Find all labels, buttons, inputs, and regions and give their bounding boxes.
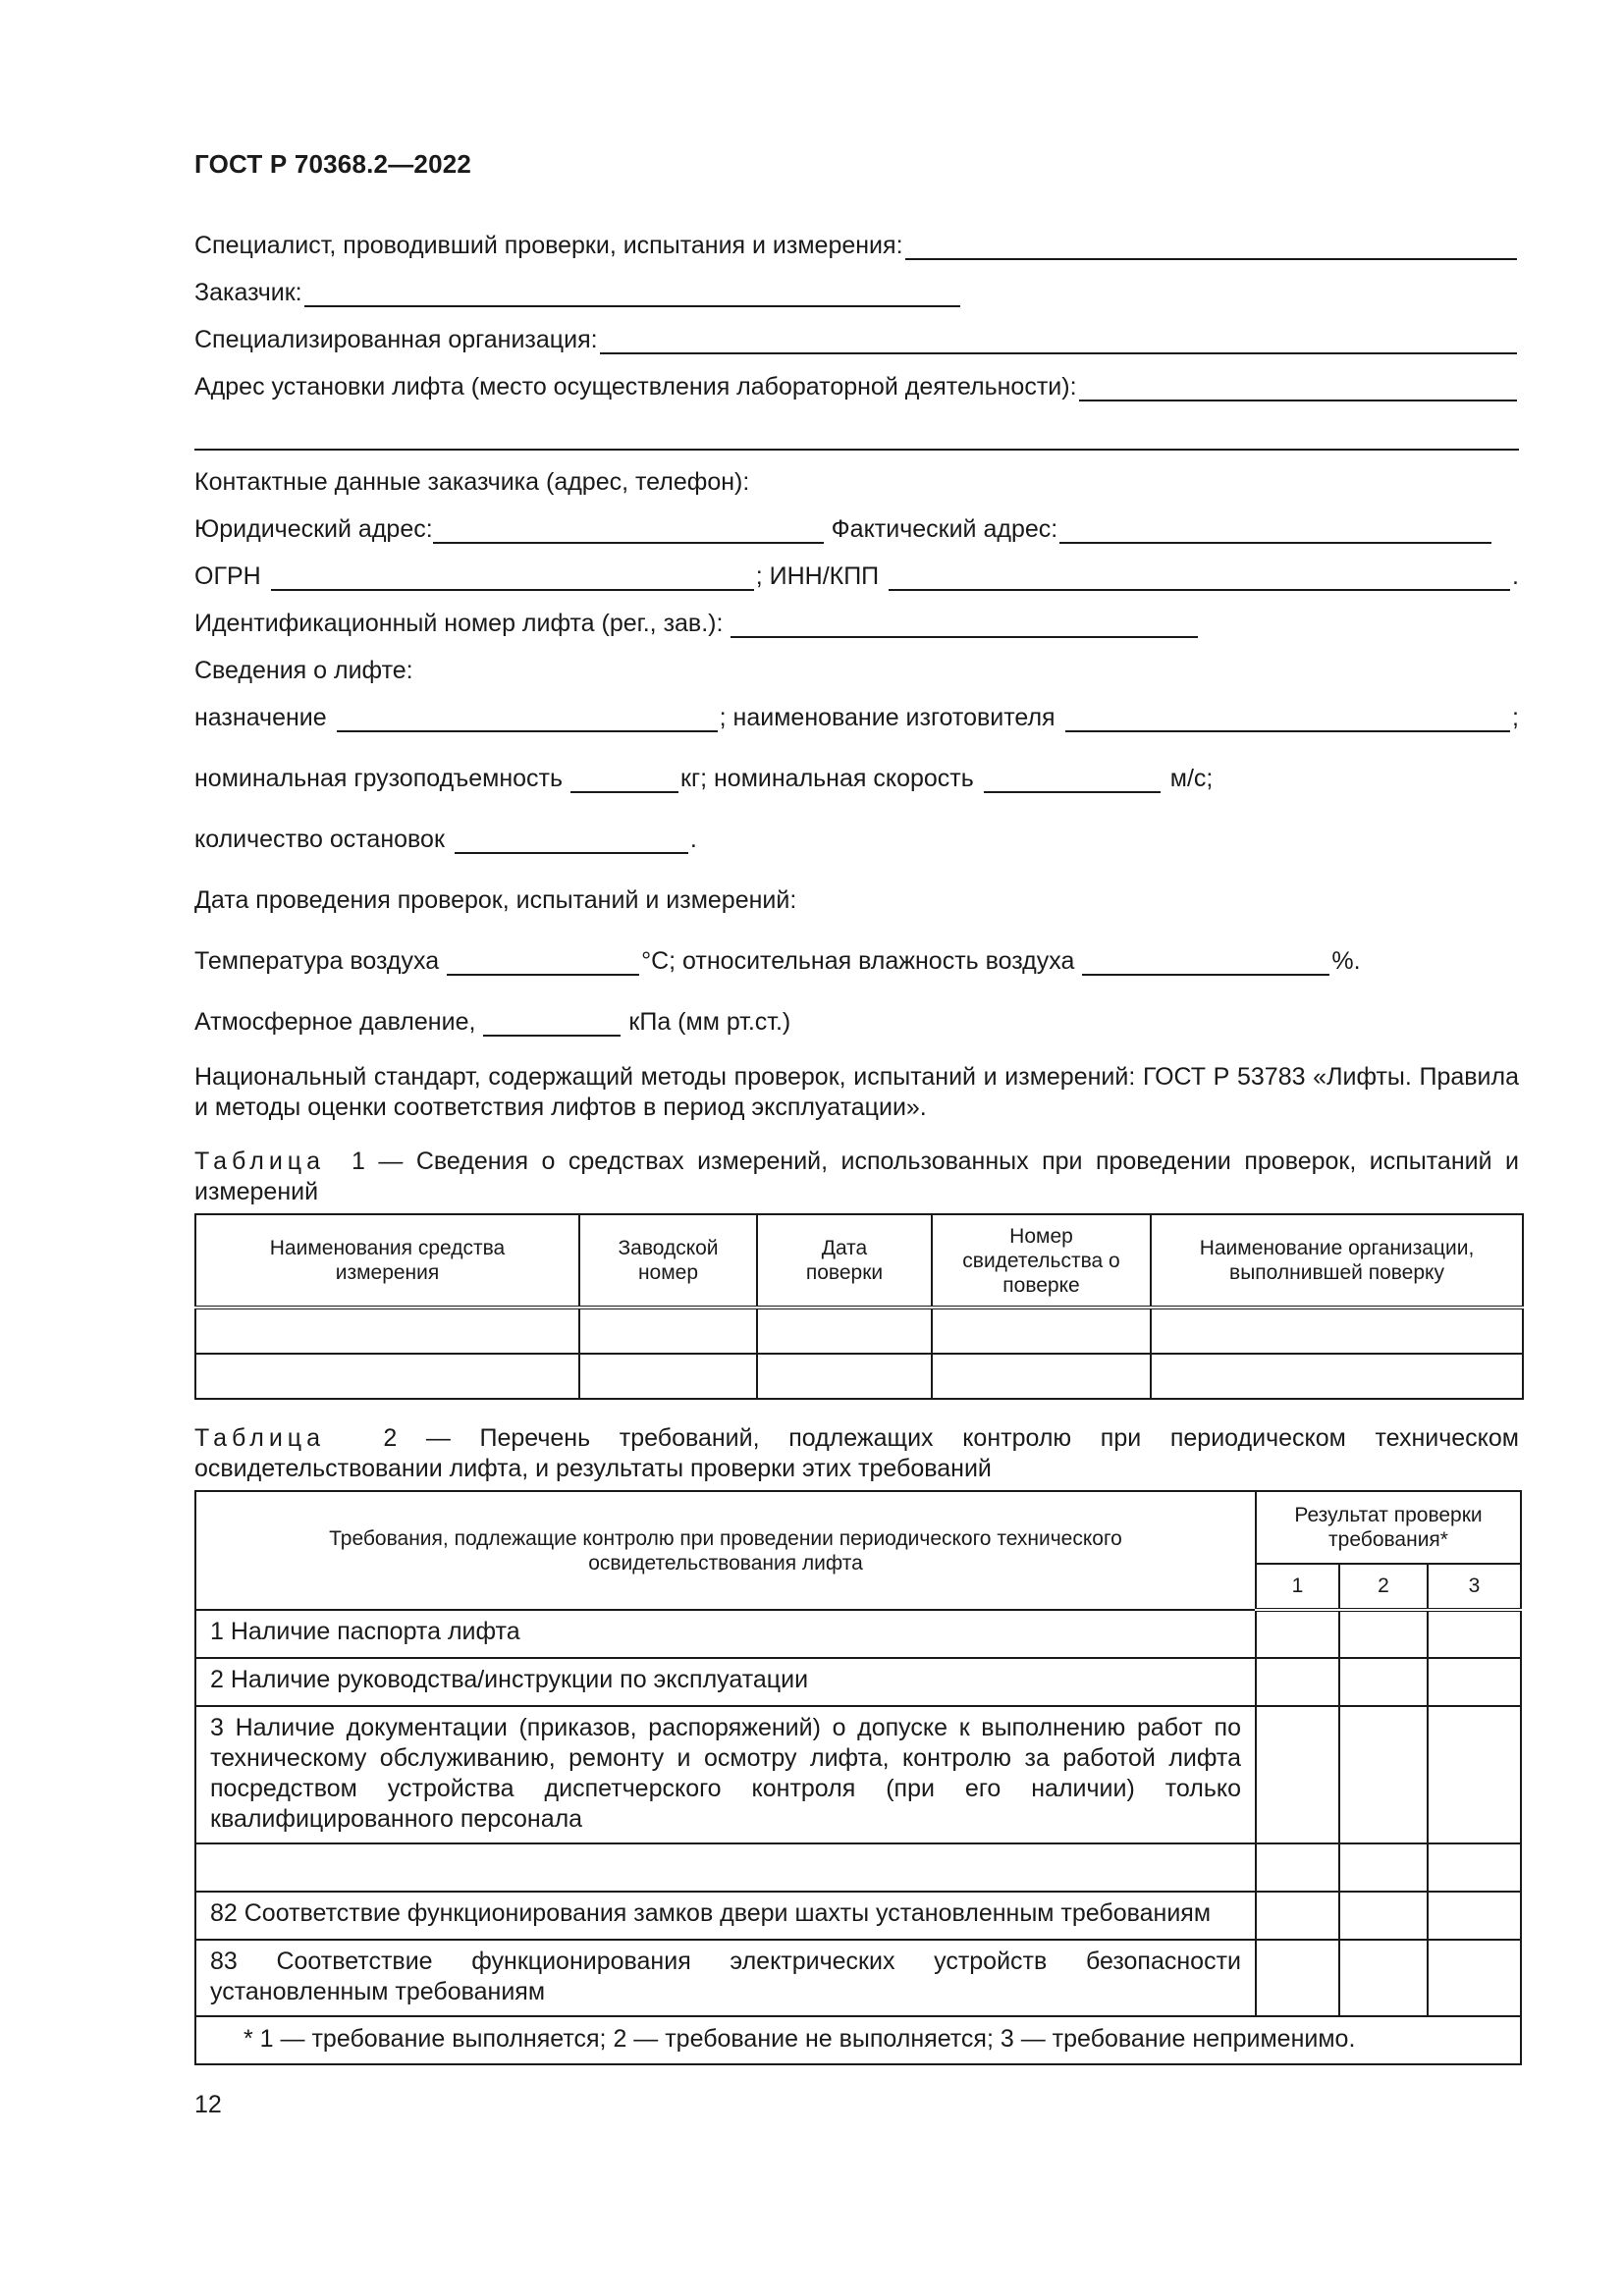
result-cell[interactable] bbox=[1339, 1706, 1428, 1843]
requirement-text: 83 Соответствие функционирования электрических устройств безопасности установленным требованиям bbox=[195, 1940, 1256, 2016]
contacts-label: Контактные данные заказчика (адрес, телефон): bbox=[194, 468, 750, 496]
speed-field[interactable] bbox=[984, 770, 1161, 793]
requirements-header: Требования, подлежащие контролю при проведении периодического технического освидетельствования лифта bbox=[195, 1491, 1256, 1610]
table-row bbox=[195, 1940, 1521, 2016]
result-cell[interactable] bbox=[1428, 1658, 1521, 1706]
requirement-text: 82 Соответствие функционирования замков двери шахты установленным требованиям bbox=[195, 1892, 1256, 1940]
requirement-text bbox=[195, 1843, 1256, 1892]
result-cell[interactable] bbox=[1428, 1940, 1521, 2016]
inn-end: . bbox=[1512, 562, 1519, 590]
lift-info-line bbox=[194, 652, 1519, 685]
capacity-label: номинальная грузоподъемность bbox=[194, 765, 564, 792]
manufacturer-label: ; наименование изготовителя bbox=[719, 704, 1056, 731]
capacity-line bbox=[194, 760, 1519, 793]
table1-caption-label: Таблица bbox=[194, 1148, 326, 1175]
speed-label: кг; номинальная скорость bbox=[680, 765, 974, 792]
table-cell[interactable] bbox=[932, 1308, 1151, 1354]
purpose-field[interactable] bbox=[337, 709, 718, 732]
specialist-label: Специалист, проводивший проверки, испытания и измерения: bbox=[194, 232, 903, 259]
result-cell[interactable] bbox=[1428, 1843, 1521, 1892]
table-row bbox=[195, 1843, 1521, 1892]
result-cell[interactable] bbox=[1256, 1610, 1339, 1658]
table1-caption-text: 1 — Сведения о средствах измерений, использованных при проведении проверок, испытаний и измерений bbox=[194, 1148, 1519, 1205]
result-cell[interactable] bbox=[1256, 1706, 1339, 1843]
purpose-line bbox=[194, 699, 1519, 732]
manufacturer-end: ; bbox=[1512, 704, 1519, 731]
result-cell[interactable] bbox=[1339, 1940, 1428, 2016]
table2-caption bbox=[194, 1423, 1519, 1484]
result-cell[interactable] bbox=[1428, 1610, 1521, 1658]
measurement-instruments-table bbox=[194, 1213, 1524, 1400]
organization-line bbox=[194, 321, 1519, 354]
pressure-unit: кПа (мм рт.ст.) bbox=[628, 1008, 791, 1036]
address-field[interactable] bbox=[1079, 378, 1517, 401]
result-cell[interactable] bbox=[1256, 1892, 1339, 1940]
legal-address-field[interactable] bbox=[433, 520, 824, 544]
actual-address-field[interactable] bbox=[1059, 520, 1491, 544]
result-cell[interactable] bbox=[1256, 1658, 1339, 1706]
table2-caption-text: 2 — Перечень требований, подлежащих контролю при периодическом техническом освидетельствовании лифта, и результаты проверки этих требований bbox=[194, 1424, 1519, 1482]
table2-header-row bbox=[195, 1491, 1521, 1564]
result-column-1: 1 bbox=[1256, 1564, 1339, 1610]
table-row bbox=[195, 1658, 1521, 1706]
capacity-field[interactable] bbox=[570, 770, 678, 793]
table-cell[interactable] bbox=[932, 1354, 1151, 1399]
date-label: Дата проведения проверок, испытаний и измерений: bbox=[194, 886, 797, 914]
humidity-unit: %. bbox=[1331, 947, 1361, 975]
humidity-field[interactable] bbox=[1082, 952, 1329, 976]
result-cell[interactable] bbox=[1339, 1658, 1428, 1706]
lift-id-label: Идентификационный номер лифта (рег., зав.): bbox=[194, 610, 724, 637]
pressure-label: Атмосферное давление, bbox=[194, 1008, 476, 1036]
specialist-line bbox=[194, 227, 1519, 260]
lift-info-label: Сведения о лифте: bbox=[194, 657, 413, 684]
address-line bbox=[194, 368, 1519, 401]
contacts-line bbox=[194, 463, 1519, 497]
result-cell[interactable] bbox=[1256, 1940, 1339, 2016]
inn-label: ; ИНН/КПП bbox=[755, 562, 880, 590]
lift-id-field[interactable] bbox=[731, 614, 1198, 638]
result-cell[interactable] bbox=[1339, 1892, 1428, 1940]
table-row bbox=[195, 1308, 1523, 1354]
inn-field[interactable] bbox=[889, 567, 1510, 591]
address-continuation-field[interactable] bbox=[194, 427, 1519, 451]
table2-caption-label: Таблица bbox=[194, 1424, 326, 1452]
lift-id-line bbox=[194, 605, 1519, 638]
date-line bbox=[194, 881, 1519, 915]
manufacturer-field[interactable] bbox=[1065, 709, 1510, 732]
result-cell[interactable] bbox=[1339, 1843, 1428, 1892]
stops-label: количество остановок bbox=[194, 826, 445, 853]
table-row bbox=[195, 1706, 1521, 1843]
result-cell[interactable] bbox=[1428, 1892, 1521, 1940]
requirement-text: 2 Наличие руководства/инструкции по эксплуатации bbox=[195, 1658, 1256, 1706]
table-row bbox=[195, 1354, 1523, 1399]
document-header: ГОСТ Р 70368.2—2022 bbox=[194, 149, 472, 179]
pressure-line bbox=[194, 1003, 1519, 1037]
requirements-table bbox=[194, 1490, 1522, 2065]
organization-field[interactable] bbox=[600, 331, 1517, 354]
speed-unit: м/с; bbox=[1169, 765, 1214, 792]
customer-field[interactable] bbox=[304, 284, 960, 307]
table1-header-cell: Номер свидетельства о поверке bbox=[932, 1214, 1151, 1308]
table1-header-cell: Заводской номер bbox=[579, 1214, 757, 1308]
result-cell[interactable] bbox=[1256, 1843, 1339, 1892]
result-column-2: 2 bbox=[1339, 1564, 1428, 1610]
specialist-field[interactable] bbox=[905, 237, 1517, 260]
table-row bbox=[195, 1610, 1521, 1658]
stops-end: . bbox=[689, 826, 697, 853]
table-cell[interactable] bbox=[1151, 1354, 1523, 1399]
pressure-field[interactable] bbox=[483, 1013, 621, 1037]
table-cell[interactable] bbox=[757, 1354, 932, 1399]
temperature-label: Температура воздуха bbox=[194, 947, 440, 975]
table2-footnote: * 1 — требование выполняется; 2 — требование не выполняется; 3 — требование неприменимо. bbox=[195, 2016, 1521, 2064]
table1-header-cell: Дата поверки bbox=[757, 1214, 932, 1308]
result-cell[interactable] bbox=[1339, 1610, 1428, 1658]
stops-line bbox=[194, 821, 1519, 854]
table-cell[interactable] bbox=[195, 1308, 579, 1354]
page-number: 12 bbox=[194, 2091, 222, 2118]
table-cell[interactable] bbox=[579, 1308, 757, 1354]
table1-caption bbox=[194, 1147, 1519, 1207]
table1-header-row bbox=[195, 1214, 1523, 1308]
address-label: Адрес установки лифта (место осуществления лабораторной деятельности): bbox=[194, 373, 1077, 400]
stops-field[interactable] bbox=[455, 830, 688, 854]
table-cell[interactable] bbox=[757, 1308, 932, 1354]
table1-header-cell: Наименования средства измерения bbox=[195, 1214, 579, 1308]
customer-label: Заказчик: bbox=[194, 279, 302, 306]
ogrn-inn-line bbox=[194, 558, 1519, 591]
actual-address-label: Фактический адрес: bbox=[831, 515, 1058, 543]
table-cell[interactable] bbox=[1151, 1308, 1523, 1354]
address-continuation-line bbox=[194, 417, 1519, 451]
ogrn-label: ОГРН bbox=[194, 562, 261, 590]
requirement-text: 1 Наличие паспорта лифта bbox=[195, 1610, 1256, 1658]
humidity-label: °С; относительная влажность воздуха bbox=[641, 947, 1075, 975]
table-cell[interactable] bbox=[579, 1354, 757, 1399]
purpose-label: назначение bbox=[194, 704, 327, 731]
result-column-3: 3 bbox=[1428, 1564, 1521, 1610]
table1-header-cell: Наименование организации, выполнившей поверку bbox=[1151, 1214, 1523, 1308]
standard-paragraph: Национальный стандарт, содержащий методы проверок, испытаний и измерений: ГОСТ Р 53783 «Лифты. Правила и методы оценки соответствия лифтов в период эксплуатации». bbox=[194, 1063, 1519, 1121]
addresses-line bbox=[194, 510, 1519, 544]
table2-footnote-row bbox=[195, 2016, 1521, 2064]
table-row bbox=[195, 1892, 1521, 1940]
legal-address-label: Юридический адрес: bbox=[194, 515, 433, 543]
climate-line bbox=[194, 942, 1519, 976]
organization-label: Специализированная организация: bbox=[194, 326, 598, 353]
customer-line bbox=[194, 274, 1519, 307]
result-header: Результат проверки требования* bbox=[1256, 1491, 1521, 1564]
requirement-text: 3 Наличие документации (приказов, распоряжений) о допуске к выполнению работ по техническому обслуживанию, ремонту и осмотру лифта, контролю за работой лифта посредством устройства диспетчерского контроля (при его наличии) только квалифицированного персонала bbox=[195, 1706, 1256, 1843]
ogrn-field[interactable] bbox=[271, 567, 754, 591]
table-cell[interactable] bbox=[195, 1354, 579, 1399]
temperature-field[interactable] bbox=[447, 952, 639, 976]
result-cell[interactable] bbox=[1428, 1706, 1521, 1843]
